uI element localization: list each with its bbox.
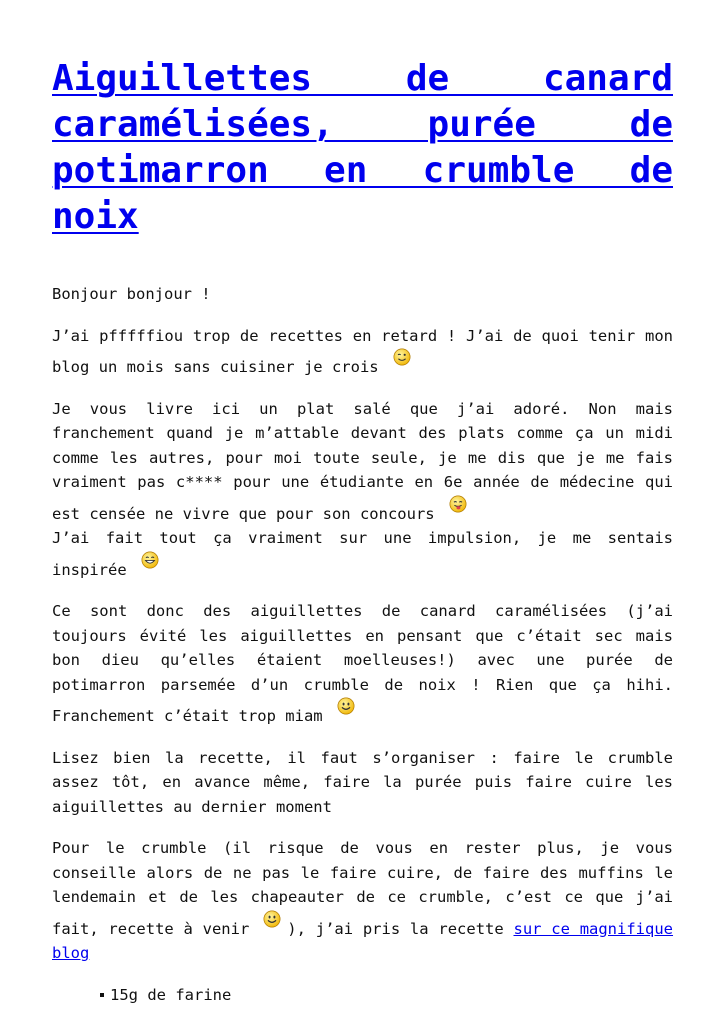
organize-text: Lisez bien la recette, il faut s’organiser : faire le crumble assez tôt, en avance même, faire la purée puis faire cuire les aiguillettes au dernier moment	[52, 748, 673, 816]
impulse-text: J’ai fait tout ça vraiment sur une impulsion, je me sentais inspirée	[52, 529, 673, 579]
grin-smiley-icon	[141, 551, 159, 569]
paragraph-intro	[52, 324, 673, 380]
ingredient-list	[52, 983, 673, 1008]
article-title-link[interactable]: Aiguillettes de canard caramélisées, purée de potimarron en crumble de noix	[52, 58, 673, 237]
description-text: Ce sont donc des aiguillettes de canard caramélisées (j’ai toujours évité les aiguillettes en pensant que c’était sec mais bon dieu qu’elles étaient moelleuses!) avec une purée de potimarron parsemée d’un crumble de noix ! Rien que ça hihi. Franchement c’était trop miam	[52, 602, 673, 725]
intro-text: J’ai pfffffiou trop de recettes en retard ! J’ai de quoi tenir mon blog un mois sans cuisiner je crois	[52, 326, 673, 376]
paragraph-description	[52, 599, 673, 729]
greeting-text: Bonjour bonjour !	[52, 285, 211, 303]
article	[52, 56, 673, 1007]
dish-text: Je vous livre ici un plat salé que j’ai adoré. Non mais franchement quand je m’attable devant des plats comme ça un midi comme les autres, pour moi toute seule, je me dis que je me fais vraiment pas c**** pour une étudiante en 6e année de médecine qui est censée ne vivre que pour son concours	[52, 399, 673, 523]
crumble-text-end: ), j’ai pris la recette	[287, 919, 504, 938]
article-title	[52, 56, 673, 240]
blog-link[interactable]: sur ce magnifique blog	[52, 919, 674, 962]
paragraph-crumble	[52, 836, 673, 966]
wink-smiley-icon	[393, 348, 411, 366]
smile-smiley-icon	[263, 910, 281, 928]
paragraph-greeting	[52, 282, 673, 307]
smile-smiley-icon	[337, 697, 355, 715]
paragraph-organize	[52, 746, 673, 820]
tongue-smiley-icon	[449, 495, 467, 513]
article-content	[52, 282, 673, 1007]
paragraph-dish	[52, 397, 673, 583]
crumble-text: Pour le crumble (il risque de vous en rester plus, je vous conseille alors de ne pas le faire cuire, de faire des muffins le lendemain et de les chapeauter de ce crumble, c’est ce que j’ai fait, recette à venir	[52, 839, 673, 938]
list-item: 15g de farine	[100, 983, 673, 1008]
